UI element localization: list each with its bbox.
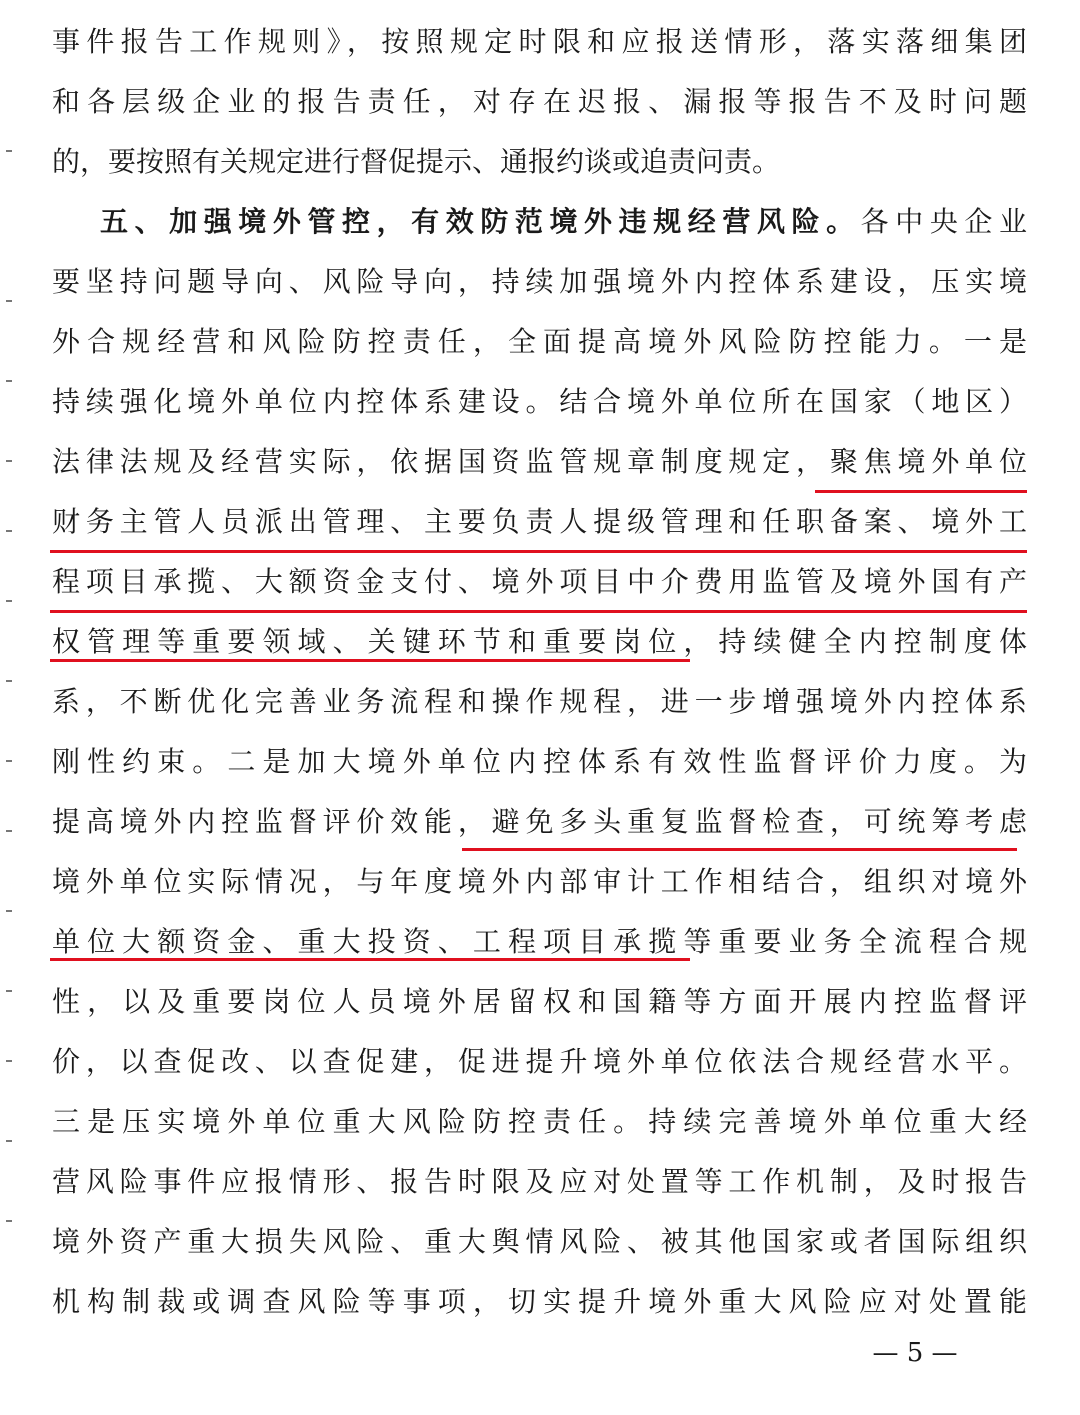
red-underline	[50, 550, 1027, 553]
body-line: 营风险事件应报情形、报告时限及应对处置等工作机制，及时报告	[52, 1165, 1027, 1198]
margin-mark	[6, 300, 12, 302]
section-heading-line	[100, 202, 1027, 242]
body-line: 境外资产重大损失风险、重大舆情风险、被其他国家或者国际组织	[52, 1225, 1027, 1258]
body-line: 机构制裁或调查风险等事项，切实提升境外重大风险应对处置能	[52, 1285, 1027, 1318]
margin-mark	[6, 990, 12, 992]
body-line: 系，不断优化完善业务流程和操作规程，进一步增强境外内控体系	[52, 685, 1027, 718]
body-line: 财务主管人员派出管理、主要负责人提级管理和任职备案、境外工	[52, 505, 1027, 538]
body-line: 境外单位实际情况，与年度境外内部审计工作相结合，组织对境外	[52, 865, 1027, 898]
body-line: 的，要按照有关规定进行督促提示、通报约谈或追责问责。	[52, 145, 781, 178]
section-heading-tail: 各中央企业	[860, 205, 1027, 238]
margin-mark	[6, 760, 12, 762]
margin-mark	[6, 460, 12, 462]
margin-mark	[6, 830, 12, 832]
red-underline	[815, 490, 1027, 493]
body-line: 要坚持问题导向、风险导向，持续加强境外内控体系建设，压实境	[52, 265, 1027, 298]
margin-mark	[6, 530, 12, 532]
body-line: 价，以查促改、以查促建，促进提升境外单位依法合规经营水平。	[52, 1045, 1027, 1078]
red-underline	[50, 958, 690, 961]
red-underline	[50, 659, 690, 662]
body-line: 法律法规及经营实际，依据国资监管规章制度规定，聚焦境外单位	[52, 445, 1027, 478]
body-line: 和各层级企业的报告责任，对存在迟报、漏报等报告不及时问题	[52, 85, 1027, 118]
margin-mark	[6, 910, 12, 912]
body-line: 权管理等重要领域、关键环节和重要岗位，持续健全内控制度体	[52, 625, 1027, 658]
page-number: — 5 —	[872, 1338, 958, 1368]
body-line: 持续强化境外单位内控体系建设。结合境外单位所在国家（地区）	[52, 385, 1027, 418]
body-line: 程项目承揽、大额资金支付、境外项目中介费用监管及境外国有产	[52, 565, 1027, 598]
margin-mark	[6, 380, 12, 382]
margin-mark	[6, 150, 12, 152]
red-underline	[462, 848, 1017, 851]
body-line: 三是压实境外单位重大风险防控责任。持续完善境外单位重大经	[52, 1105, 1027, 1138]
red-underline	[50, 610, 1027, 613]
body-line: 性，以及重要岗位人员境外居留权和国籍等方面开展内控监督评	[52, 985, 1027, 1018]
section-heading: 五、加强境外管控，有效防范境外违规经营风险。	[100, 205, 861, 238]
margin-mark	[6, 680, 12, 682]
body-line: 提高境外内控监督评价效能，避免多头重复监督检查，可统筹考虑	[52, 805, 1027, 838]
margin-mark	[6, 1060, 12, 1062]
body-line: 刚性约束。二是加大境外单位内控体系有效性监督评价力度。为	[52, 745, 1027, 778]
margin-mark	[6, 1220, 12, 1222]
body-line: 单位大额资金、重大投资、工程项目承揽等重要业务全流程合规	[52, 925, 1027, 958]
body-line: 事件报告工作规则》，按照规定时限和应报送情形，落实落细集团	[52, 25, 1027, 58]
body-line: 外合规经营和风险防控责任，全面提高境外风险防控能力。一是	[52, 325, 1027, 358]
margin-mark	[6, 600, 12, 602]
margin-mark	[6, 1140, 12, 1142]
